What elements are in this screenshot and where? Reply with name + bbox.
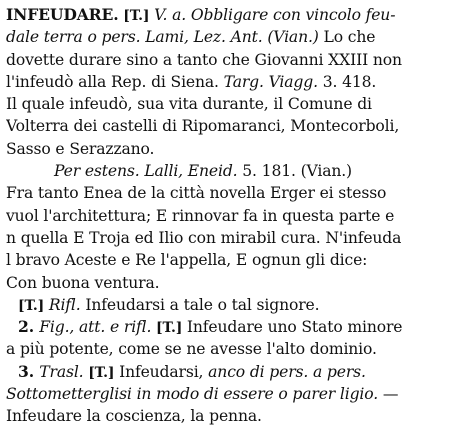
citation-text: Con buona ventura.: [6, 273, 160, 292]
entry-line-1: [6, 4, 466, 26]
definition-text: V. a. Obbligare con vincolo feu-: [154, 6, 396, 24]
entry-line-18: [6, 383, 466, 405]
entry-line-16: [6, 338, 466, 360]
sense-label: Fig., att. e rifl.: [39, 318, 152, 337]
citation-text: Volterra dei castelli di Ripomaranci, Montecorboli,: [6, 117, 400, 136]
citation-text: Fra tanto Enea de la città novella Erger ei stesso: [6, 184, 387, 203]
citation-text: Sasso e Serazzano.: [6, 139, 155, 158]
tag-marker: [T.]: [83, 364, 120, 381]
entry-line-6: [6, 115, 466, 137]
entry-line-2: [6, 26, 466, 48]
sense-text: Infeudare uno Stato minore: [186, 318, 403, 337]
entry-line-8: [6, 160, 466, 182]
entry-line-15: [6, 316, 466, 338]
sense-number: 3.: [18, 361, 40, 381]
entry-line-12: [6, 249, 466, 271]
sense-text-italic: anco di pers. a pers.: [208, 362, 366, 381]
entry-line-10: [6, 205, 466, 227]
entry-line-9: [6, 182, 466, 204]
citation-text: Il quale infeudò, sua vita durante, il Comune di: [6, 95, 372, 114]
entry-line-14: [6, 294, 466, 316]
sense-text-italic: Sottometterglisi in modo di essere o parer ligio.: [6, 385, 379, 404]
headword: INFEUDARE.: [6, 5, 119, 24]
citation-source: Targ. Viagg.: [223, 72, 318, 91]
sense-label: Trasl.: [39, 362, 84, 381]
citation-text: vuol l'architettura; E rinnovar fa in questa parte e: [6, 206, 395, 225]
sense-number: 2.: [18, 317, 40, 337]
entry-line-7: [6, 138, 466, 160]
citation-text: l'infeudò alla Rep. di Siena.: [6, 72, 224, 91]
definition-text-cont: dale terra o pers.: [6, 28, 146, 47]
sense-text: Infeudarsi a tale o tal signore.: [80, 295, 320, 314]
entry-line-19: [6, 405, 466, 427]
em-dash: —: [378, 385, 399, 404]
sense-label: Per estens. Lalli, Eneid.: [54, 162, 238, 181]
citation-text: n quella E Troja ed Ilio con mirabil cura. N'infeuda: [6, 228, 402, 247]
entry-line-17: [6, 361, 466, 383]
citation-text: l bravo Aceste e Re l'appella, E ognun gli dice:: [6, 251, 368, 270]
entry-line-4: [6, 71, 466, 93]
tag-marker: [T.]: [151, 320, 187, 337]
sense-text: Infeudarsi,: [119, 362, 209, 381]
entry-line-5: [6, 93, 466, 115]
citation-ref: 3. 418.: [317, 72, 377, 91]
citation-text: dovette durare sino a tanto che Giovanni XXIII non: [6, 50, 402, 69]
sense-text: a più potente, come se ne avesse l'alto dominio.: [6, 340, 377, 359]
entry-line-11: [6, 227, 466, 249]
tag-marker: [T.]: [118, 8, 155, 24]
citation-source: Lami, Lez. Ant. (Vian.): [145, 28, 319, 47]
entry-line-3: [6, 49, 466, 71]
citation-ref: 5. 181. (Vian.): [237, 162, 352, 181]
sense-text: Infeudare la coscienza, la penna.: [6, 407, 262, 426]
entry-line-13: [6, 272, 466, 294]
tag-marker: [T.]: [18, 297, 49, 314]
citation-text: Lo che: [318, 28, 376, 47]
sense-label: Rifl.: [48, 295, 81, 314]
